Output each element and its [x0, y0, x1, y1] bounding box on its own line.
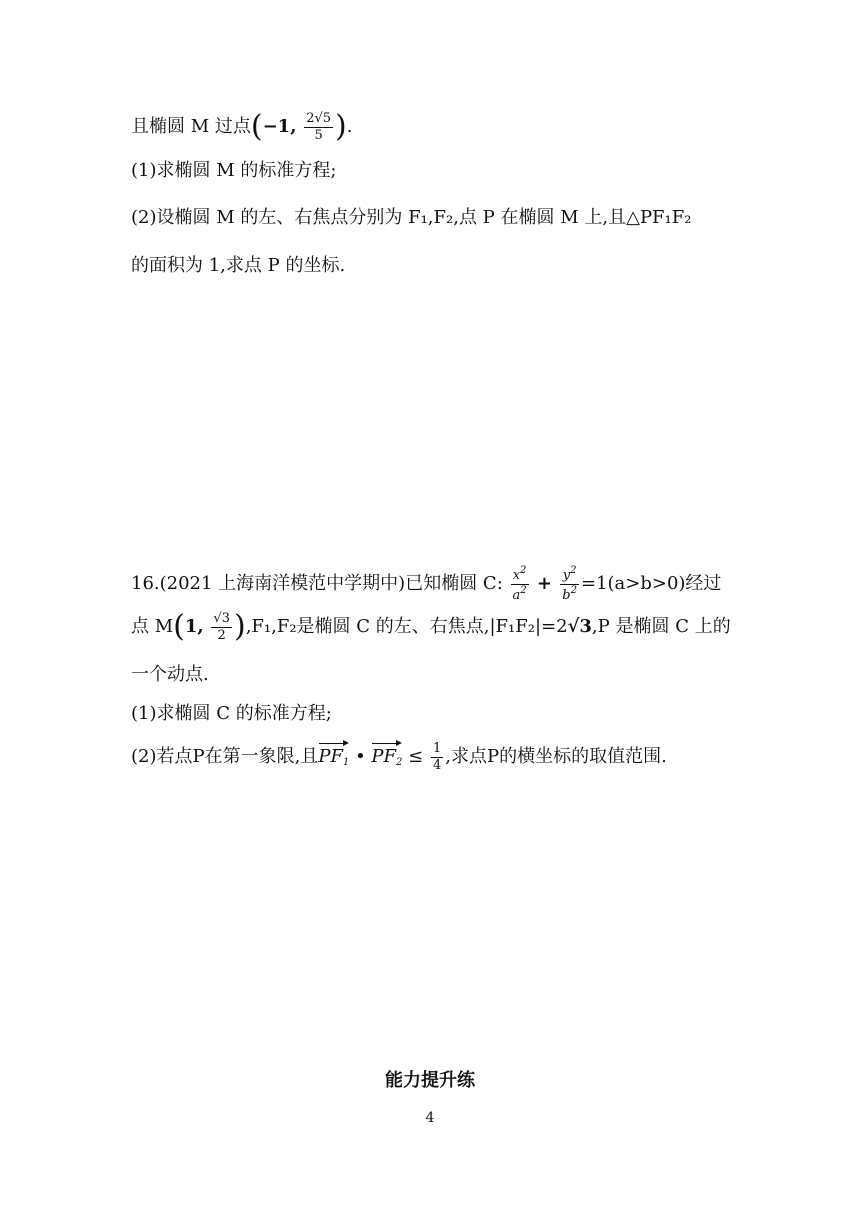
- m-point-y-numerator: √3: [213, 611, 230, 626]
- leq-sign: ≤: [408, 746, 424, 768]
- b-exponent: 2: [570, 584, 577, 596]
- problem16-part2-prefix: (2)若点P在第一象限,且: [131, 746, 319, 768]
- left-paren: (: [250, 109, 263, 145]
- point-y-numerator: 2√5: [306, 111, 332, 126]
- plus-sign: +: [530, 573, 559, 595]
- left-paren-m: (: [173, 609, 185, 645]
- vector-pf2-label: PF: [371, 746, 397, 768]
- y-var: y: [562, 568, 571, 583]
- quarter-fraction: [431, 742, 443, 772]
- problem16-line3: 一个动点.: [131, 664, 209, 685]
- m-point-y-denominator: 2: [217, 627, 226, 643]
- problem16-part1: (1)求椭圆 C 的标准方程;: [131, 703, 332, 724]
- prev-problem-line1-text: 且椭圆 M 过点: [131, 116, 251, 138]
- prev-problem-part2-line1: (2)设椭圆 M 的左、右焦点分别为 F₁,F₂,点 P 在椭圆 M 上,且△PF₁F₂: [131, 207, 692, 228]
- problem16-line2-prefix: 点 M: [131, 616, 174, 638]
- problem16-line1: [131, 566, 721, 602]
- a-var: a: [512, 587, 521, 603]
- point-y-fraction: [304, 112, 333, 142]
- m-point-y-fraction: [211, 612, 232, 642]
- section-title: 能力提升练: [385, 1070, 475, 1091]
- right-paren: ): [335, 109, 347, 145]
- vector-pf2-sub: 2: [396, 757, 403, 769]
- vector-pf1: [318, 742, 349, 768]
- problem16-part2: [131, 742, 667, 772]
- period: .: [346, 116, 353, 138]
- x-var: x: [512, 568, 521, 583]
- y-exponent: 2: [570, 565, 577, 576]
- vector-pf1-sub: 1: [342, 757, 350, 769]
- dot-operator: •: [355, 746, 366, 768]
- vector-pf2: [371, 742, 402, 768]
- quarter-numerator: 1: [432, 741, 442, 756]
- page-number: 4: [425, 1110, 435, 1126]
- point-x: −1,: [262, 116, 297, 138]
- problem16-line1-suffix: =1(a>b>0)经过: [580, 573, 722, 595]
- vector-pf1-label: PF: [318, 746, 343, 768]
- root-three: √3: [567, 616, 592, 638]
- a-exponent: 2: [520, 584, 527, 596]
- quarter-denominator: 4: [432, 757, 442, 773]
- problem16-line2-suffix: ,P 是椭圆 C 上的: [591, 616, 731, 638]
- point-y-denominator: 5: [314, 127, 323, 143]
- x-squared-over-a-squared: [511, 566, 529, 602]
- problem16-line2-mid: ,F₁,F₂是椭圆 C 的左、右焦点,|F₁F₂|=2: [245, 616, 568, 638]
- prev-problem-part1: (1)求椭圆 M 的标准方程;: [131, 160, 337, 181]
- right-paren-m: ): [233, 609, 246, 645]
- prev-problem-part2-line2: 的面积为 1,求点 P 的坐标.: [131, 255, 346, 276]
- m-point-x: 1,: [184, 616, 204, 638]
- problem16-line2: [131, 609, 731, 645]
- prev-problem-line1: [131, 109, 353, 145]
- problem16-part2-suffix: ,求点P的横坐标的取值范围.: [445, 746, 667, 768]
- y-squared-over-b-squared: [560, 566, 579, 602]
- x-exponent: 2: [520, 565, 527, 576]
- b-var: b: [562, 587, 571, 603]
- problem16-intro: 16.(2021 上海南洋模范中学期中)已知椭圆 C:: [131, 573, 503, 595]
